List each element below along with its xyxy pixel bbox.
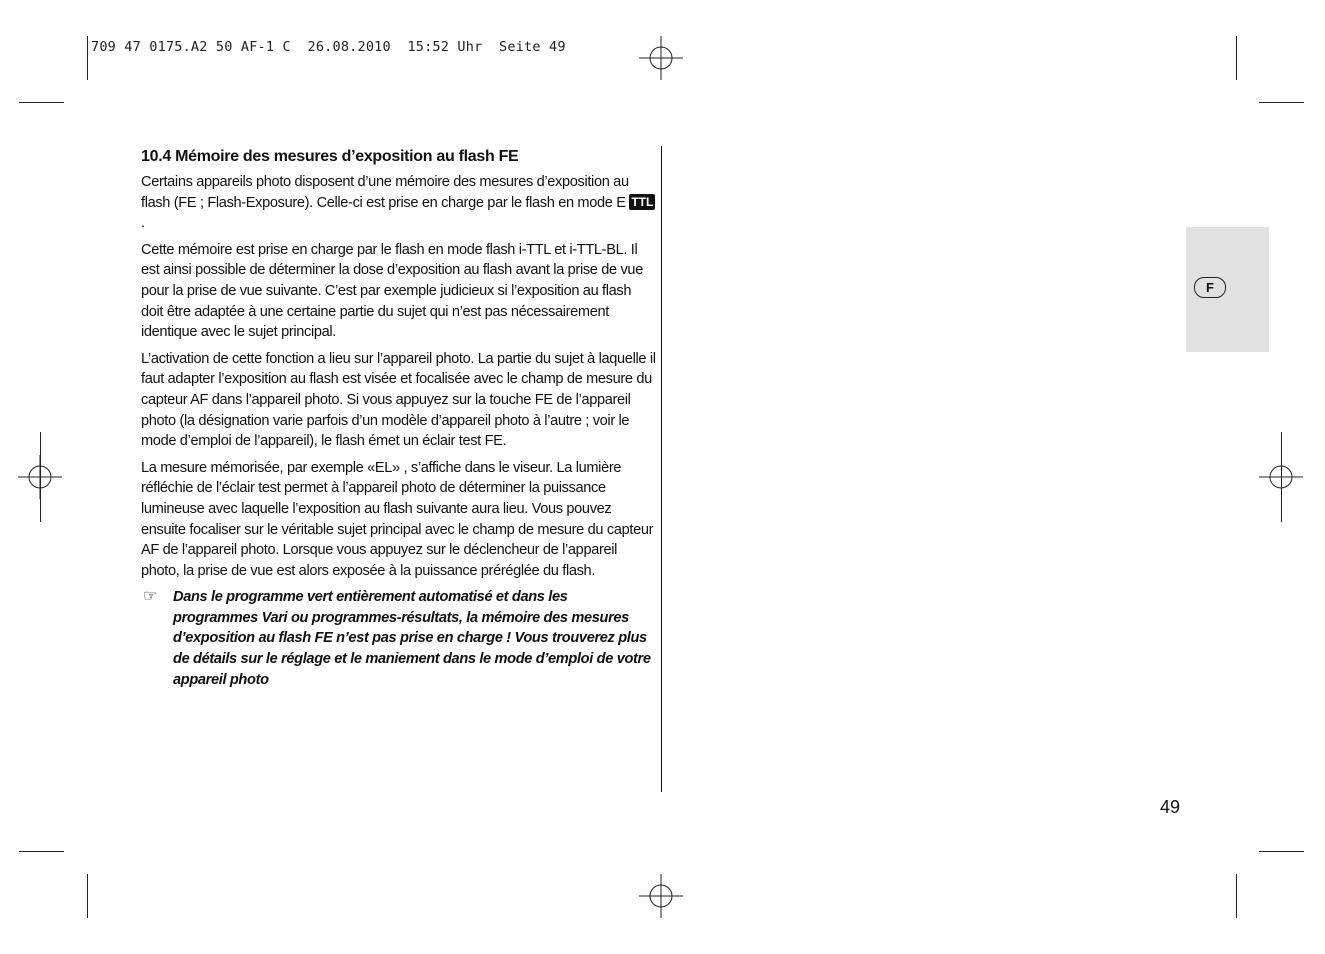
language-tab: [1186, 227, 1269, 352]
crop-mark: [19, 851, 64, 852]
paragraph: L’activation de cette fonction a lieu sur l’appareil photo. La partie du sujet à laquelle il faut adapter l’exposition au flash est visée et focalisée avec le champ de mesure du capteur AF dans l’appareil photo. Si vous appuyez sur la touche FE de l’appareil photo (la désignation varie parfois d’un modèle d’appareil photo à l’autre ; voir le mode d’emploi de l’appareil), le flash émet un éclair test FE.: [141, 350, 656, 450]
registration-mark-icon: [639, 874, 683, 918]
registration-mark-icon: [639, 36, 683, 80]
paragraph: La mesure mémorisée, par exemple «EL» , s’affiche dans le viseur. La lumière réfléchie de l’éclair test permet à l’appareil photo de déterminer la puissance lumineuse avec laquelle l’exposition au flash suivante aura lieu. Vous pouvez ensuite focaliser sur le véritable sujet principal avec le champ de mesure du capteur AF de l’appareil photo. Lorsque vous appuyez sur le déclencheur de l’appareil photo, la prise de vue est alors exposée à la puissance préréglée du flash.: [141, 459, 654, 579]
section-title: 10.4 Mémoire des mesures d’exposition au flash FE: [141, 148, 519, 165]
crop-mark: [1236, 36, 1237, 80]
note: [141, 587, 656, 690]
crop-mark: [1281, 432, 1282, 522]
note-text: Dans le programme vert entièrement automatisé et dans les programmes Vari ou programmes-résultats, la mémoire des mesures d’exposition au flash FE n’est pas prise en charge ! Vous trouverez plus de détails sur le réglage et le maniement dans le mode d’emploi de votre appareil photo: [173, 589, 651, 688]
paragraph-text: .: [141, 215, 145, 232]
crop-mark: [87, 874, 88, 918]
language-badge: F: [1194, 277, 1226, 298]
crop-mark: [1259, 102, 1304, 103]
column-divider: [661, 146, 662, 792]
page-number: 49: [1160, 797, 1181, 817]
content-column: [141, 146, 656, 690]
paragraph: Cette mémoire est prise en charge par le flash en mode flash i-TTL et i-TTL-BL. Il est ainsi possible de déterminer la dose d’exposition au flash avant la prise de vue pour la prise de vue suivante. C’est par exemple judicieux si l’exposition au flash doit être adaptée à une certaine partie du sujet qui n’est pas nécessairement identique avec le sujet principal.: [141, 241, 643, 341]
crop-mark: [1259, 851, 1304, 852]
crop-mark: [40, 432, 41, 522]
ttl-badge: TTL: [631, 194, 654, 209]
paragraph: [141, 172, 656, 234]
pointing-hand-icon: ☞: [143, 588, 157, 606]
crop-mark: [1236, 874, 1237, 918]
crop-mark: [19, 102, 64, 103]
paragraph-text: Certains appareils photo disposent d’une mémoire des mesures d’exposition au flash (FE ; Flash-Exposure). Celle-ci est prise en charge par le flash en mode E: [141, 174, 630, 211]
print-slug: 709 47 0175.A2 50 AF-1 C 26.08.2010 15:52 Uhr Seite 49: [91, 39, 566, 55]
crop-mark: [87, 36, 88, 80]
